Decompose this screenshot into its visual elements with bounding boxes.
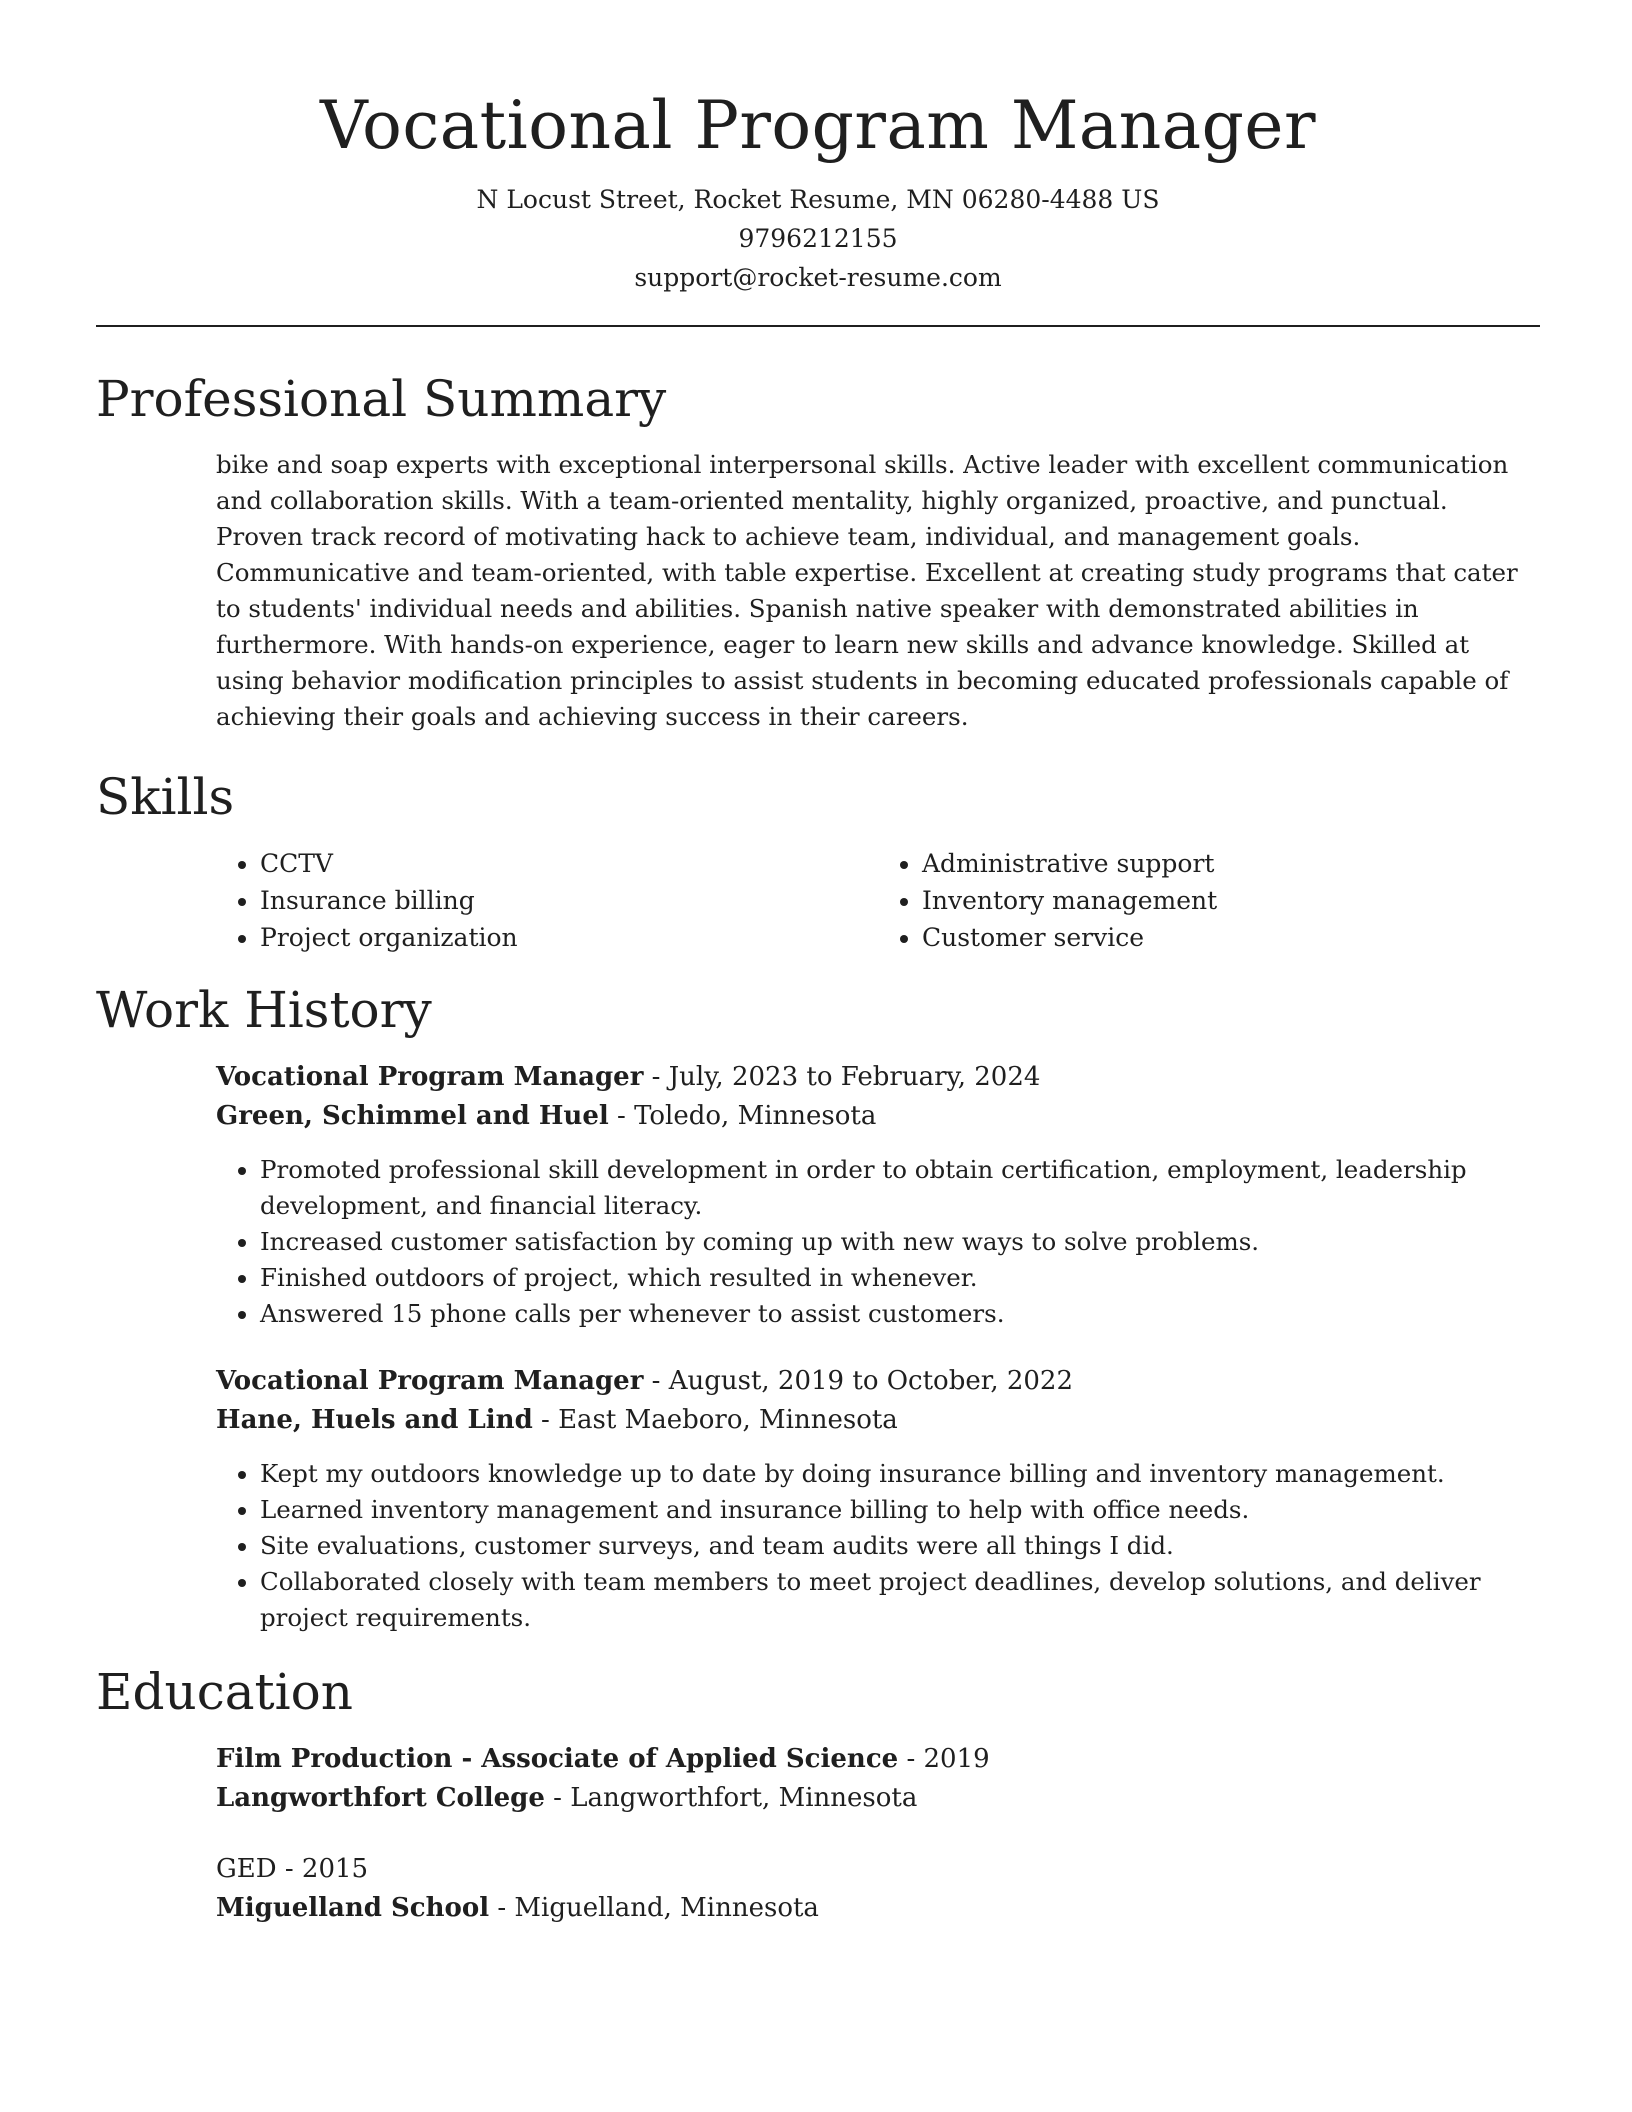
job-1-dates: - July, 2023 to February, 2024 (643, 1062, 1041, 1092)
education-section (216, 1740, 1540, 1928)
job-2-title-line (216, 1362, 1540, 1401)
header-divider (96, 325, 1540, 327)
job-1-bullets (216, 1152, 1540, 1332)
edu-1-year: - 2019 (898, 1744, 990, 1774)
edu-1-location: - Langworthfort, Minnesota (544, 1783, 918, 1813)
resume-page (96, 0, 1540, 1928)
job-2-company: Hane, Huels and Lind (216, 1405, 533, 1435)
skill-item: • Insurance billing (260, 882, 878, 919)
contact-email[interactable]: support@rocket-resume.com (634, 263, 1002, 292)
skill-item: • Administrative support (922, 845, 1540, 882)
edu-1-degree-line (216, 1740, 1540, 1779)
edu-2-degree: GED (216, 1854, 277, 1884)
job-1-title-line (216, 1058, 1540, 1097)
job-1-header (216, 1058, 1540, 1136)
edu-2-location: - Miguelland, Minnesota (489, 1893, 819, 1923)
edu-2-school-line (216, 1889, 1540, 1928)
job-bullet: • Promoted professional skill development in order to obtain certification, employment, leadership development, and financial literacy. (260, 1152, 1540, 1224)
job-1-role: Vocational Program Manager (216, 1062, 644, 1092)
contact-block (96, 180, 1540, 297)
education-entry-2 (216, 1850, 1540, 1928)
skill-item: • Project organization (260, 919, 878, 956)
summary-text: bike and soap experts with exceptional interpersonal skills. Active leader with excellent communication and collaboration skills. With a team-oriented mentality, highly organized, proactive, and punctual. Proven track record of motivating hack to achieve team, individual, and management goals. Communicative and team-oriented, with table expertise. Excellent at creating study programs that cater to students' individual needs and abilities. Spanish native speaker with demonstrated abilities in furthermore. With hands-on experience, eager to learn new skills and advance knowledge. Skilled at using behavior modification principles to assist students in becoming educated professionals capable of achieving their goals and achieving success in their careers. (216, 450, 1518, 731)
skills-list-left (216, 845, 878, 956)
job-bullet: • Learned inventory management and insurance billing to help with office needs. (260, 1492, 1540, 1528)
edu-2-degree-line (216, 1850, 1540, 1889)
work-heading: Work History (96, 981, 432, 1039)
summary-section (216, 447, 1540, 735)
job-2-location: - East Maeboro, Minnesota (532, 1405, 898, 1435)
skills-heading: Skills (96, 768, 235, 826)
skill-item: • Customer service (922, 919, 1540, 956)
edu-1-school: Langworthfort College (216, 1783, 545, 1813)
skill-item: • CCTV (260, 845, 878, 882)
resume-name: Vocational Program Manager (319, 87, 1316, 164)
job-bullet: • Increased customer satisfaction by coming up with new ways to solve problems. (260, 1224, 1540, 1260)
education-heading: Education (96, 1663, 353, 1721)
skills-list-right (878, 845, 1540, 956)
job-1-location: - Toledo, Minnesota (608, 1101, 877, 1131)
contact-phone: 9796212155 (738, 224, 898, 253)
edu-2-year: - 2015 (276, 1854, 369, 1884)
edu-1-degree: Film Production - Associate of Applied Science (216, 1744, 899, 1774)
edu-2-school: Miguelland School (216, 1893, 490, 1923)
job-2-company-line (216, 1401, 1540, 1440)
contact-address: N Locust Street, Rocket Resume, MN 06280-4488 US (476, 185, 1160, 214)
job-bullet: • Site evaluations, customer surveys, and team audits were all things I did. (260, 1528, 1540, 1564)
skills-section (216, 845, 1540, 956)
job-1-company-line (216, 1097, 1540, 1136)
job-2-bullets (216, 1456, 1540, 1636)
education-entry-1 (216, 1740, 1540, 1818)
job-2-dates: - August, 2019 to October, 2022 (643, 1366, 1074, 1396)
summary-heading: Professional Summary (96, 370, 667, 428)
skills-grid (216, 845, 1540, 956)
edu-1-school-line (216, 1779, 1540, 1818)
job-1-company: Green, Schimmel and Huel (216, 1101, 609, 1131)
skill-item: • Inventory management (922, 882, 1540, 919)
job-bullet: • Answered 15 phone calls per whenever to assist customers. (260, 1296, 1540, 1332)
job-bullet: • Kept my outdoors knowledge up to date by doing insurance billing and inventory management. (260, 1456, 1540, 1492)
job-bullet: • Collaborated closely with team members to meet project deadlines, develop solutions, and deliver project requirements. (260, 1564, 1540, 1636)
job-2-header (216, 1362, 1540, 1440)
job-2-role: Vocational Program Manager (216, 1366, 644, 1396)
job-bullet: • Finished outdoors of project, which resulted in whenever. (260, 1260, 1540, 1296)
work-section (216, 1058, 1540, 1636)
